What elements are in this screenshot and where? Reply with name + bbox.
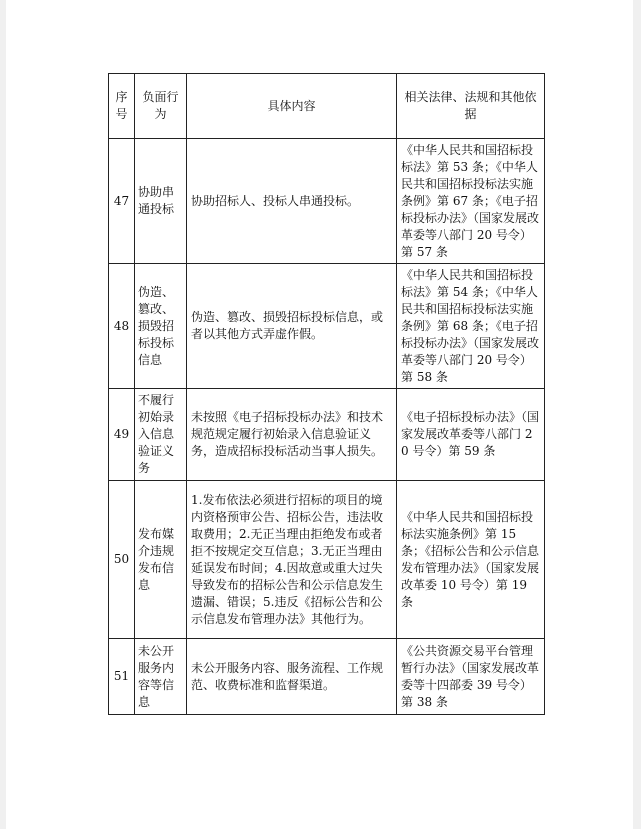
row-act: 伪造、篡改、损毁招标投标信息 [135,264,187,389]
negative-behavior-table [108,73,545,715]
header-content: 具体内容 [187,74,397,139]
table-row [109,389,545,481]
table-row [109,639,545,715]
row-num: 49 [109,389,135,481]
row-act: 未公开服务内容等信息 [135,639,187,715]
header-act: 负面行为 [135,74,187,139]
row-content: 伪造、篡改、损毁招标投标信息，或者以其他方式弄虚作假。 [187,264,397,389]
row-act: 发布媒介违规发布信息 [135,481,187,639]
table-row [109,481,545,639]
table-header-row [109,74,545,139]
document-page [6,0,633,829]
header-law: 相关法律、法规和其他依据 [397,74,545,139]
row-num: 50 [109,481,135,639]
row-num: 51 [109,639,135,715]
row-act: 不履行初始录入信息验证义务 [135,389,187,481]
row-law: 《中华人民共和国招标投标法实施条例》第 15 条；《招标公告和公示信息发布管理办法》（国家发展改革委 10 号令）第 19 条 [397,481,545,639]
table-row [109,139,545,264]
row-content: 协助招标人、投标人串通投标。 [187,139,397,264]
row-content: 未公开服务内容、服务流程、工作规范、收费标准和监督渠道。 [187,639,397,715]
row-law: 《电子招标投标办法》（国家发展改革委等八部门 20 号令）第 59 条 [397,389,545,481]
row-law: 《中华人民共和国招标投标法》第 53 条；《中华人民共和国招标投标法实施条例》第 67 条；《电子招标投标办法》（国家发展改革委等八部门 20 号令）第 57 条 [397,139,545,264]
row-num: 47 [109,139,135,264]
row-content: 未按照《电子招标投标办法》和技术规范规定履行初始录入信息验证义务，造成招标投标活动当事人损失。 [187,389,397,481]
header-num: 序号 [109,74,135,139]
row-num: 48 [109,264,135,389]
table-row [109,264,545,389]
row-law: 《公共资源交易平台管理暂行办法》（国家发展改革委等十四部委 39 号令）第 38 条 [397,639,545,715]
row-law: 《中华人民共和国招标投标法》第 54 条；《中华人民共和国招标投标法实施条例》第 68 条；《电子招标投标办法》（国家发展改革委等八部门 20 号令）第 58 条 [397,264,545,389]
row-content: 1.发布依法必须进行招标的项目的境内资格预审公告、招标公告，违法收取费用；2.无正当理由拒绝发布或者拒不按规定交互信息；3.无正当理由延误发布时间；4.因故意或重大过失导致发布的招标公告和公示信息发生遗漏、错误；5.违反《招标公告和公示信息发布管理办法》其他行为。 [187,481,397,639]
row-act: 协助串通投标 [135,139,187,264]
